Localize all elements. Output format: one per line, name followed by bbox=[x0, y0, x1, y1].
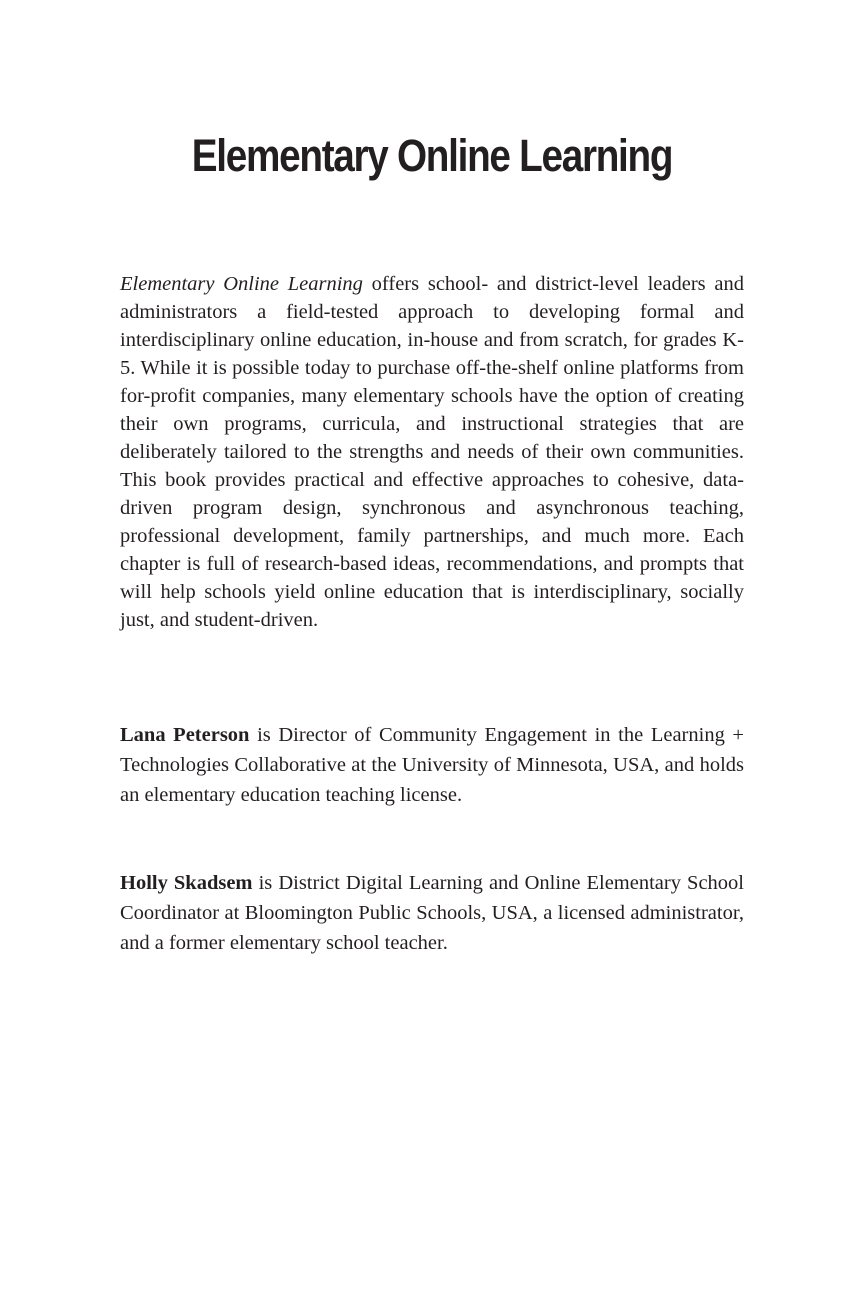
author-bio-2 bbox=[120, 868, 744, 958]
author-name-1: Lana Peterson bbox=[120, 724, 250, 746]
book-title-reference: Elementary Online Learning bbox=[120, 273, 363, 295]
book-description bbox=[120, 270, 744, 634]
author-name-2: Holly Skadsem bbox=[120, 872, 253, 894]
author-bio-text-1: is Director of Community Engagement in the Learning + Technologies Collaborative at the University of Minnesota, USA, and holds an elementary education teaching license. bbox=[120, 724, 744, 806]
page-title: Elementary Online Learning bbox=[191, 130, 673, 181]
author-bio-1 bbox=[120, 720, 744, 810]
author-bio-text-2: is District Digital Learning and Online Elementary School Coordinator at Bloomington Public Schools, USA, a licensed administrator, and a former elementary school teacher. bbox=[120, 872, 744, 954]
book-description-text: offers school- and district-level leaders and administrators a field-tested approach to developing formal and interdisciplinary online education, in-house and from scratch, for grades K-5. While it is possible today to purchase off-the-shelf online platforms from for-profit companies, many elementary schools have the option of creating their own programs, curricula, and instructional strategies that are deliberately tailored to the strengths and needs of their own communities. This book provides practical and effective approaches to cohesive, data-driven program design, synchronous and asynchronous teaching, professional development, family partnerships, and much more. Each chapter is full of research-based ideas, recommendations, and prompts that will help schools yield online education that is interdisciplinary, socially just, and student-driven. bbox=[120, 273, 744, 631]
